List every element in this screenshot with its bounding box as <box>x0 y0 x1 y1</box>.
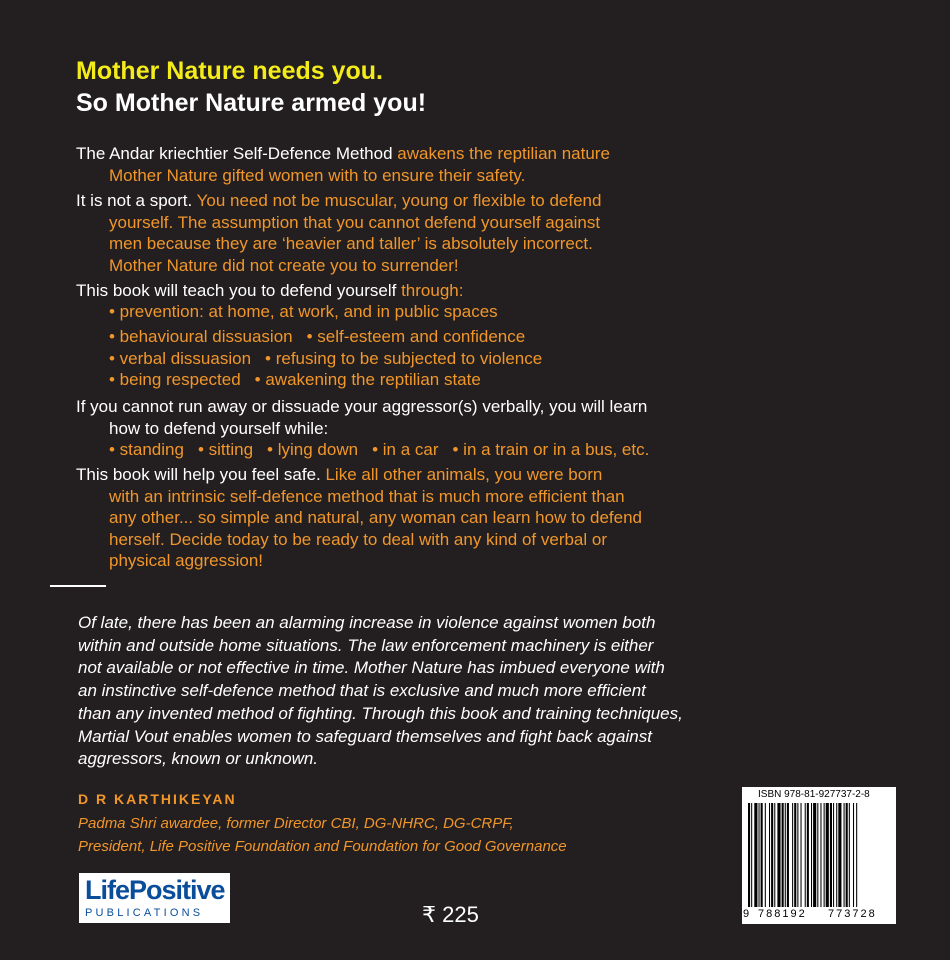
price-label: ₹ 225 <box>422 902 479 927</box>
paragraph-line: men because they are ‘heavier and taller’ is absolutely incorrect. <box>109 234 593 253</box>
bullet-item: • in a train or in a bus, etc. <box>452 440 650 459</box>
bullet-item: • awakening the reptilian state <box>254 370 481 389</box>
bullet-item: • lying down <box>267 440 359 459</box>
paragraph-feel-safe <box>76 464 766 572</box>
bullet-item: • behavioural dissuasion <box>109 327 293 346</box>
logo-subtitle: PUBLICATIONS <box>85 907 204 919</box>
quote-line: aggressors, known or unknown. <box>78 749 319 769</box>
paragraph-highlight: awakens the reptilian nature <box>397 144 610 163</box>
bullet-item: • being respected <box>109 370 241 389</box>
teach-bullets-rows <box>109 326 556 391</box>
divider-rule <box>50 585 106 587</box>
teach-bullets <box>109 301 498 323</box>
barcode-digit-first: 9 <box>743 908 750 920</box>
isbn-text: ISBN 978-81-927737-2-8 <box>758 789 870 800</box>
bullet-item: • in a car <box>372 440 439 459</box>
paragraph-lead: The Andar kriechtier Self-Defence Method <box>76 144 398 163</box>
paragraph-line: how to defend yourself while: <box>109 418 329 438</box>
endorser-name: D R KARTHIKEYAN <box>78 791 237 807</box>
paragraph-lead: If you cannot run away or dissuade your aggressor(s) verbally, you will learn <box>76 397 648 416</box>
publisher-logo <box>79 873 230 923</box>
endorsement-quote <box>78 612 808 771</box>
logo-word-positive: Positive <box>129 875 225 905</box>
barcode-bars <box>748 803 890 911</box>
paragraph-teach <box>76 280 766 302</box>
paragraph-highlight: Like all other animals, you were born <box>325 465 603 484</box>
quote-line: Martial Vout enables women to safeguard themselves and fight back against <box>78 726 652 746</box>
bullet-item: • prevention: at home, at work, and in public spaces <box>109 302 498 321</box>
barcode-digits-right: 773728 <box>828 908 877 920</box>
quote-line: Of late, there has been an alarming increase in violence against women both <box>78 613 656 632</box>
paragraph-line: herself. Decide today to be ready to deal with any kind of verbal or <box>109 529 608 549</box>
headline-line1: Mother Nature needs you. <box>76 57 383 85</box>
quote-line: than any invented method of fighting. Through this book and training techniques, <box>78 703 683 723</box>
bullet-item: • refusing to be subjected to violence <box>265 348 543 368</box>
paragraph-line: Mother Nature did not create you to surrender! <box>109 255 459 275</box>
isbn-barcode <box>742 787 896 924</box>
credentials-line: President, Life Positive Foundation and Foundation for Good Governance <box>78 838 567 855</box>
credentials-line: Padma Shri awardee, former Director CBI, DG-NHRC, DG-CRPF, <box>78 815 514 832</box>
paragraph-highlight: You need not be muscular, young or flexible to defend <box>196 191 602 210</box>
headline-line2: So Mother Nature armed you! <box>76 89 427 117</box>
bullet-item: • self-esteem and confidence <box>306 327 526 346</box>
paragraph-lead: This book will teach you to defend yourself <box>76 281 402 300</box>
logo-word-life: Life <box>85 875 130 905</box>
barcode-digits-left: 788192 <box>758 908 807 920</box>
quote-line: within and outside home situations. The law enforcement machinery is either <box>78 635 654 655</box>
paragraph-line: physical aggression! <box>109 551 264 570</box>
quote-line: not available or not effective in time. Mother Nature has imbued everyone with <box>78 658 665 678</box>
paragraph-line: any other... so simple and natural, any woman can learn how to defend <box>109 508 642 527</box>
paragraph-lead: It is not a sport. <box>76 191 197 210</box>
bullet-item: • standing <box>109 440 184 459</box>
paragraph-method <box>76 143 766 186</box>
endorser-credentials <box>78 812 567 858</box>
paragraph-run-away <box>76 396 796 439</box>
paragraph-highlight: through: <box>401 281 464 300</box>
paragraph-lead: This book will help you feel safe. <box>76 465 326 484</box>
positions-bullets <box>109 439 663 461</box>
paragraph-not-sport <box>76 190 766 276</box>
bullet-item: • sitting <box>197 440 254 459</box>
paragraph-line: with an intrinsic self-defence method that is much more efficient than <box>109 486 625 506</box>
bullet-item: • verbal dissuasion <box>109 348 252 368</box>
paragraph-line: Mother Nature gifted women with to ensure their safety. <box>109 165 526 185</box>
quote-line: an instinctive self-defence method that is exclusive and much more efficient <box>78 681 646 701</box>
paragraph-line: yourself. The assumption that you cannot defend yourself against <box>109 212 601 232</box>
